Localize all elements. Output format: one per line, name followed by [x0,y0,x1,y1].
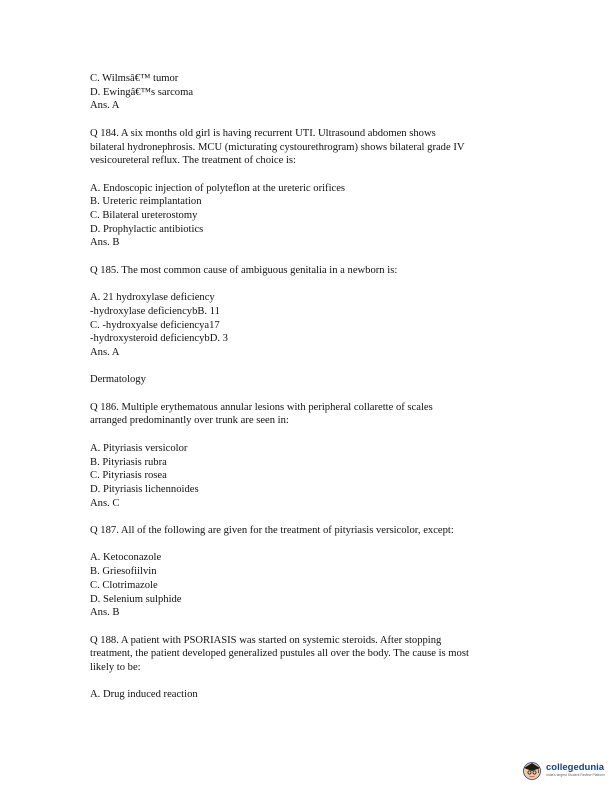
question-184 [90,127,530,250]
option-line: C. -hydroxyalse deficiencya17 [90,319,220,331]
option-line: C. Bilateral ureterostomy [90,210,198,221]
question-text: treatment, the patient developed generalized pustules all over the body. The cause is most [90,648,469,660]
question-187 [90,524,530,620]
question-188 [90,634,530,703]
answer-line: Ans. A [90,100,120,112]
collegedunia-logo-icon [521,759,543,781]
option-line: -hydroxylase deficiencybB. 11 [90,305,220,317]
answer-line: Ans. C [90,497,120,509]
option-line: C. Clotrimazole [90,579,158,591]
question-186 [90,401,530,511]
answer-line: Ans. A [90,347,120,358]
brand-tagline: India's largest Student Review Platform [546,773,606,777]
question-text: arranged predominantly over trunk are seen in: [90,415,289,427]
answer-line: Ans. B [90,237,120,249]
page-content [90,72,530,702]
brand-name: collegedunia [546,762,605,773]
option-line: D. Selenium sulphide [90,593,182,605]
option-line: B. Ureteric reimplantation [90,196,202,208]
question-text: Q 185. The most common cause of ambiguous genitalia in a newborn is: [90,264,398,276]
option-line: D. Ewingâ€™s sarcoma [90,86,194,98]
option-line: A. 21 hydroxylase deficiency [90,292,215,304]
question-text: vesicoureteral reflux. The treatment of choice is: [90,155,296,167]
option-line: D. Pityriasis lichennoides [90,483,199,495]
question-text: Q 188. A patient with PSORIASIS was started on systemic steroids. After stopping [90,634,442,646]
question-text: Q 186. Multiple erythematous annular lesions with peripheral collarette of scales [90,401,433,413]
option-line: B. Pityriasis rubra [90,456,167,468]
option-line: A. Endoscopic injection of polyteflon at the ureteric orifices [90,182,346,194]
previous-question-fragment [90,72,530,113]
question-text: Q 187. All of the following are given for the treatment of pityriasis versicolor, except: [90,525,454,537]
option-line: B. Griesofiilvin [90,566,157,578]
question-185 [90,264,530,360]
option-line: C. Wilmsâ€™ tumor [90,73,179,84]
option-line: -hydroxysteroid deficiencybD. 3 [90,333,228,345]
question-text: likely to be: [90,662,141,674]
collegedunia-logo [521,757,606,783]
option-line: C. Pityriasis rosea [90,470,167,482]
answer-line: Ans. B [90,607,120,619]
option-line: D. Prophylactic antibiotics [90,223,204,235]
option-line: A. Drug induced reaction [90,689,198,701]
option-line: A. Ketoconazole [90,552,162,564]
question-text: Q 184. A six months old girl is having recurrent UTI. Ultrasound abdomen shows [90,127,436,139]
option-line: A. Pityriasis versicolor [90,442,188,454]
section-heading: Dermatology [90,374,146,386]
question-text: bilateral hydronephrosis. MCU (micturating cystourethrogram) shows bilateral grade IV [90,141,465,153]
